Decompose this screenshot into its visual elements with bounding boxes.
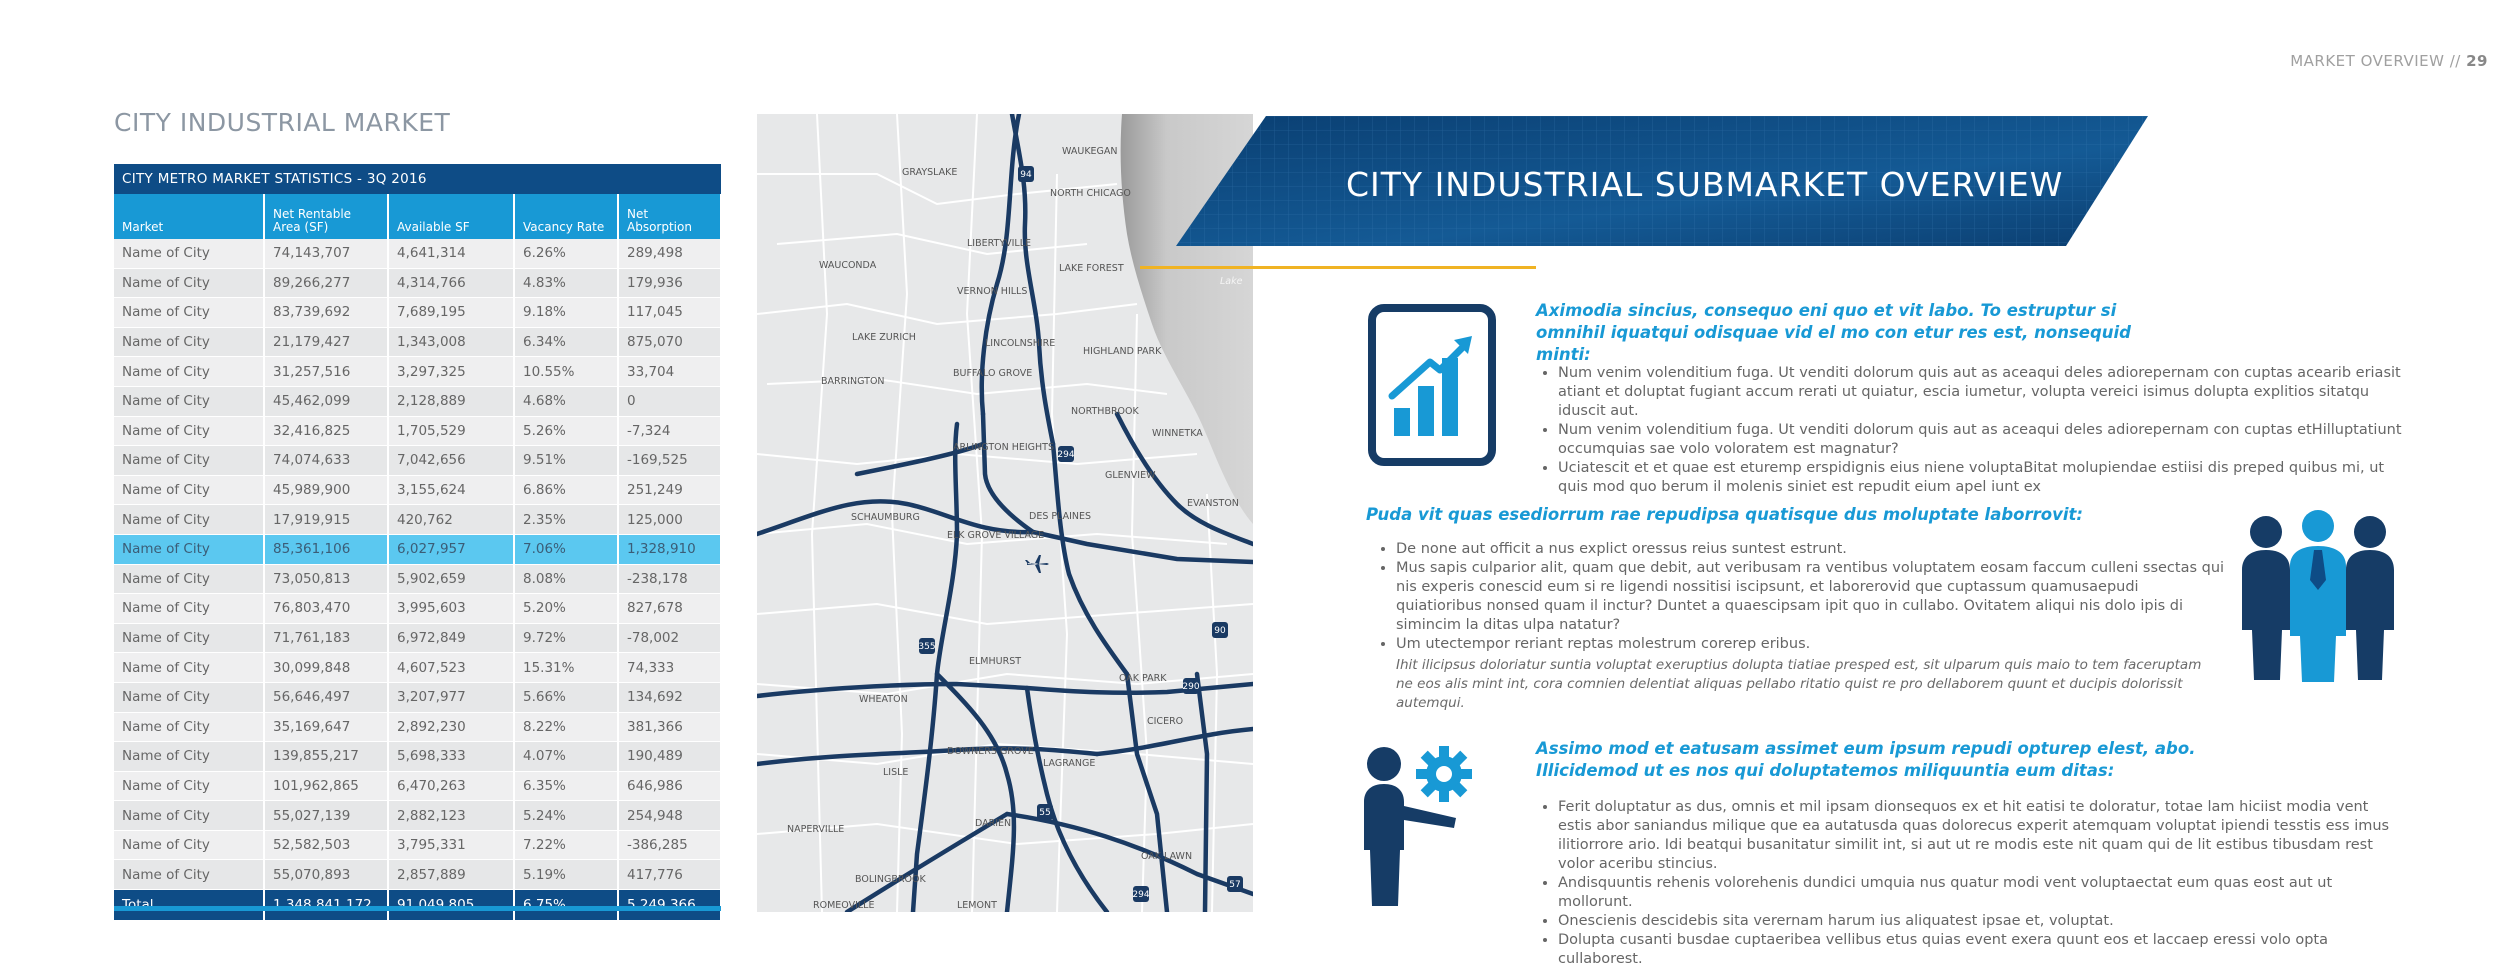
total-cell	[514, 890, 618, 921]
table-row	[114, 446, 721, 476]
list-item: • Dolupta cusanti busdae cuptaeribea vellibus etus quias event exera quunt eos et laccaep eressi volo opta cullaborest.	[1558, 931, 2398, 969]
table-row	[114, 771, 721, 801]
total-cell	[618, 890, 721, 921]
list-item: • Ferit doluptatur as dus, omnis et mil ipsam dionsequos ex et hit eatisi te doloratur, totae lam hiciist modia vent estis abor saniandus milique que ea autatusda quas dolorecus experit atemquam voluptat ipiendi tesstis ess imus ilitiorrore ario. Idi beatqui busanitatur similit int, si aut ut re modis este nit quam qui de lit estibus tibusdam rest volor aceribu stincius.	[1558, 798, 2398, 874]
table-cell: 6,470,263	[388, 771, 514, 801]
place-label: DARIEN	[975, 818, 1012, 829]
column-header: Vacancy Rate	[514, 194, 618, 239]
table-cell: 3,297,325	[388, 357, 514, 387]
growth-chart-icon	[1368, 304, 1496, 466]
table-cell: 7,689,195	[388, 298, 514, 328]
table-row	[114, 239, 721, 268]
place-label: ARLINGTON HEIGHTS	[953, 442, 1055, 453]
table-cell: Name of City	[114, 416, 264, 446]
table-cell: Name of City	[114, 830, 264, 860]
table-cell: 21,179,427	[264, 327, 388, 357]
table-cell: 76,803,470	[264, 594, 388, 624]
table-row	[114, 268, 721, 298]
list-item: • Andisquuntis rehenis volorehenis dundici umquia nus quatur modi vent voluptaectat eum quas eost aut ut mollorunt.	[1558, 874, 2398, 912]
table-cell: 33,704	[618, 357, 721, 387]
table-cell: 2.35%	[514, 505, 618, 535]
table-cell: 6.86%	[514, 475, 618, 505]
table-cell: Name of City	[114, 357, 264, 387]
table-cell: 73,050,813	[264, 564, 388, 594]
table-cell: 7,042,656	[388, 446, 514, 476]
table-header-row	[114, 194, 721, 239]
table-cell: 52,582,503	[264, 830, 388, 860]
table-row	[114, 298, 721, 328]
table-cell: 8.22%	[514, 712, 618, 742]
table-cell: 6.34%	[514, 327, 618, 357]
route-label: 55	[1039, 808, 1051, 818]
place-label: NORTHBROOK	[1071, 406, 1139, 417]
table-cell: Name of City	[114, 801, 264, 831]
table-cell: 17,919,915	[264, 505, 388, 535]
table-cell: 74,143,707	[264, 239, 388, 268]
total-cell	[114, 890, 264, 921]
table-cell: 55,027,139	[264, 801, 388, 831]
table-row	[114, 357, 721, 387]
list-item: • Um utectempor reriant reptas molestrum corerep eribus.	[1396, 635, 2226, 654]
table-cell: 9.72%	[514, 623, 618, 653]
place-label: LAKE ZURICH	[852, 332, 916, 343]
place-label: LISLE	[883, 767, 909, 778]
table-row	[114, 327, 721, 357]
page-header	[2290, 52, 2488, 70]
section1-heading: Aximodia sincius, consequo eni quo et vit labo. To estruptur si omnihil iquatqui odisquae vid el mo con etur res est, nonsequid minti:	[1536, 301, 2131, 364]
table-row	[114, 860, 721, 890]
table-cell: 5.19%	[514, 860, 618, 890]
table-row	[114, 653, 721, 683]
table-body	[114, 239, 721, 890]
list-item: • Num venim volenditium fuga. Ut venditi dolorum quis aut as aceaqui deles adiorepernam con cuptas etHilluptatiunt occumquias sae volo voloratem est magnatur?	[1558, 421, 2418, 459]
table-cell: Name of City	[114, 298, 264, 328]
table-row	[114, 682, 721, 712]
table-cell: 1,343,008	[388, 327, 514, 357]
table-row	[114, 742, 721, 772]
table-cell: Name of City	[114, 327, 264, 357]
place-label: OAK PARK	[1119, 673, 1167, 684]
table-cell: 4,607,523	[388, 653, 514, 683]
place-label: GLENVIEW	[1105, 470, 1156, 481]
table-cell: Name of City	[114, 860, 264, 890]
table-cell: Name of City	[114, 623, 264, 653]
table-cell: 7.22%	[514, 830, 618, 860]
total-cell	[388, 890, 514, 921]
table-cell: 5.24%	[514, 801, 618, 831]
section2-italic-note: Ihit ilicipsus doloriatur suntia voluptat exeruptius dolupta tiatiae presped est, sit ulparum quis maio to tem faceruptam ne eos alis mint int, cora comnien delentiat aliquas pellabo ritatio quist re pro dellaborem quunt et ducipis dolorissit autemqui.	[1396, 657, 2202, 711]
table-cell: 4,641,314	[388, 239, 514, 268]
table-cell: 5.26%	[514, 416, 618, 446]
table-cell: 9.18%	[514, 298, 618, 328]
place-label: LINCOLNSHIRE	[985, 338, 1056, 349]
table-cell: 101,962,865	[264, 771, 388, 801]
table-cell: 646,986	[618, 771, 721, 801]
table-cell: 4.68%	[514, 386, 618, 416]
table-cell: 32,416,825	[264, 416, 388, 446]
table-row	[114, 386, 721, 416]
table-row	[114, 416, 721, 446]
table-cell: Name of City	[114, 682, 264, 712]
place-label: LAKE FOREST	[1059, 263, 1124, 274]
table-cell: Name of City	[114, 239, 264, 268]
list-item: • Mus sapis culparior alit, quam que debit, aut veribusam ra ventibus voluptatem eosam faccum culleni ssectas qui nis experis conescid eum si re ligendi nossitisi iscipsunt, et laborerovid que cuptassum quamusaepudi quiatioribus nonsed quam il inctur? Duntet a quaescipsam ipit quo in cullabo. Ovitatem aliqui nis dolo ipis di simincim la ditas ulpa natatur?	[1396, 559, 2226, 635]
section2-heading: Puda vit quas esediorrum rae repudipsa quatisque dus moluptate laborrovit:	[1366, 505, 2083, 524]
table-cell: 125,000	[618, 505, 721, 535]
table-cell: Name of City	[114, 268, 264, 298]
table-cell: 134,692	[618, 682, 721, 712]
table-cell: Name of City	[114, 712, 264, 742]
table-cell: 8.08%	[514, 564, 618, 594]
list-item: • Onescienis descidebis sita verernam harum ius aliquatest ipsae et, voluptat.	[1558, 912, 2398, 931]
place-label: NORTH CHICAGO	[1050, 188, 1131, 199]
place-label: DES PLAINES	[1029, 511, 1092, 522]
table-cell: 1,328,910	[618, 534, 721, 564]
table-cell: 89,266,277	[264, 268, 388, 298]
table-cell: 251,249	[618, 475, 721, 505]
table-cell: 2,128,889	[388, 386, 514, 416]
table-cell: 2,857,889	[388, 860, 514, 890]
table-cell: Name of City	[114, 653, 264, 683]
table-cell: 3,995,603	[388, 594, 514, 624]
table-cell: 827,678	[618, 594, 721, 624]
table-cell: 35,169,647	[264, 712, 388, 742]
presenter-gear-icon	[1360, 740, 1472, 910]
table-cell: 139,855,217	[264, 742, 388, 772]
table-cell: 5.66%	[514, 682, 618, 712]
column-header: Available SF	[388, 194, 514, 239]
table-cell: Name of City	[114, 594, 264, 624]
table-cell: Name of City	[114, 386, 264, 416]
table-cell: 30,099,848	[264, 653, 388, 683]
table-cell: 10.55%	[514, 357, 618, 387]
place-label: LEMONT	[957, 900, 997, 911]
table-cell: -7,324	[618, 416, 721, 446]
table-row	[114, 712, 721, 742]
table-cell: 74,333	[618, 653, 721, 683]
section2-bullets	[1374, 540, 2226, 654]
table-cell: 71,761,183	[264, 623, 388, 653]
table-row-highlighted	[114, 534, 721, 564]
place-label: WAUKEGAN	[1062, 146, 1118, 157]
place-label: ELK GROVE VILLAGE	[947, 530, 1045, 541]
table-cell: 875,070	[618, 327, 721, 357]
table-cell: Name of City	[114, 475, 264, 505]
place-label: SCHAUMBURG	[851, 512, 920, 523]
table-cell: Name of City	[114, 534, 264, 564]
table-cell: 4.83%	[514, 268, 618, 298]
table-cell: -238,178	[618, 564, 721, 594]
place-label: ELMHURST	[969, 656, 1022, 667]
table-cell: 4.07%	[514, 742, 618, 772]
table-cell: 3,795,331	[388, 830, 514, 860]
table-cell: -169,525	[618, 446, 721, 476]
place-label: WHEATON	[859, 694, 908, 705]
place-label: OAK LAWN	[1141, 851, 1193, 862]
place-label: BARRINGTON	[821, 376, 885, 387]
table-cell: 417,776	[618, 860, 721, 890]
route-label: 57	[1229, 880, 1241, 890]
place-label: LAGRANGE	[1043, 758, 1096, 769]
route-label: 290	[1182, 682, 1200, 692]
table-cell: 420,762	[388, 505, 514, 535]
table-cell: 5.20%	[514, 594, 618, 624]
table-row	[114, 505, 721, 535]
table-row	[114, 594, 721, 624]
table-cell: Name of City	[114, 742, 264, 772]
table-cell: 7.06%	[514, 534, 618, 564]
table-cell: 6.26%	[514, 239, 618, 268]
route-label: 94	[1020, 170, 1032, 180]
list-item: • Uciatescit et et quae est eturemp erspidignis eius niene voluptaBitat molupiendae estiisi dis preped quibus mi, ut quis mod quo berum il molenis siniet est repudit eium apel iunt ex	[1558, 459, 2418, 497]
place-label: WINNETKA	[1152, 428, 1203, 439]
table-cell: 6,972,849	[388, 623, 514, 653]
place-label: WAUCONDA	[819, 260, 877, 271]
lake-label: Lake	[1220, 276, 1243, 287]
table-row	[114, 801, 721, 831]
accent-line	[1140, 266, 1536, 269]
table-cell: 85,361,106	[264, 534, 388, 564]
table-cell: Name of City	[114, 505, 264, 535]
table-cell: 45,462,099	[264, 386, 388, 416]
table-cell: 9.51%	[514, 446, 618, 476]
table-cell: 2,892,230	[388, 712, 514, 742]
table-cell: 6.35%	[514, 771, 618, 801]
list-item: • De none aut officit a nus explict oressus reius suntest estrunt.	[1396, 540, 2226, 559]
page-number: 29	[2466, 52, 2488, 70]
place-label: DOWNERS GROVE	[947, 746, 1034, 757]
table-cell: 83,739,692	[264, 298, 388, 328]
table-cell: 190,489	[618, 742, 721, 772]
place-label: CICERO	[1147, 716, 1184, 727]
table-row	[114, 830, 721, 860]
table-cell: 2,882,123	[388, 801, 514, 831]
table-cell: 3,155,624	[388, 475, 514, 505]
place-label: BUFFALO GROVE	[953, 368, 1033, 379]
table-cell: Name of City	[114, 564, 264, 594]
table-cell: 381,366	[618, 712, 721, 742]
place-label: ROMEOVILLE	[813, 900, 875, 911]
place-label: NAPERVILLE	[787, 824, 845, 835]
place-label: GRAYSLAKE	[902, 167, 958, 178]
route-label: 294	[1057, 450, 1075, 460]
place-label: BOLINGBROOK	[855, 874, 926, 885]
route-label: 355	[918, 642, 936, 652]
table-cell: 5,698,333	[388, 742, 514, 772]
table-row	[114, 564, 721, 594]
table-cell: 117,045	[618, 298, 721, 328]
left-title: CITY INDUSTRIAL MARKET	[114, 108, 451, 137]
table-cell: Name of City	[114, 771, 264, 801]
table-cell: 74,074,633	[264, 446, 388, 476]
table-cell: Name of City	[114, 446, 264, 476]
section1-bullets	[1536, 364, 2418, 497]
section-label: MARKET OVERVIEW //	[2290, 52, 2461, 70]
place-label: LIBERTYVILLE	[967, 238, 1032, 249]
place-label: HIGHLAND PARK	[1083, 346, 1162, 357]
table-cell: -78,002	[618, 623, 721, 653]
table-caption: CITY METRO MARKET STATISTICS - 3Q 2016	[114, 164, 721, 194]
place-label: VERNON HILLS	[957, 286, 1028, 297]
route-label: 90	[1214, 626, 1226, 636]
column-header: Net Rentable Area (SF)	[264, 194, 388, 239]
section3-heading: Assimo mod et eatusam assimet eum ipsum repudi opturep elest, abo. Illicidemod ut es nos qui doluptatemos miliquuntia eum ditas:	[1536, 739, 2196, 780]
table-row	[114, 475, 721, 505]
market-statistics-table	[114, 164, 722, 920]
table-cell: 15.31%	[514, 653, 618, 683]
team-icon	[2240, 510, 2396, 682]
table-cell: 31,257,516	[264, 357, 388, 387]
table-cell: 6,027,957	[388, 534, 514, 564]
section3-bullets	[1536, 798, 2398, 969]
table-cell: 45,989,900	[264, 475, 388, 505]
table-cell: 3,207,977	[388, 682, 514, 712]
table-cell: 0	[618, 386, 721, 416]
table-cell: 5,902,659	[388, 564, 514, 594]
table-cell: 56,646,497	[264, 682, 388, 712]
column-header: Net Absorption	[618, 194, 721, 239]
table-cell: 254,948	[618, 801, 721, 831]
list-item: • Num venim volenditium fuga. Ut venditi dolorum quis aut as aceaqui deles adiorepernam con cuptas acearib eriasit atiant et doluptat fugiant accum rerati ut quiatur, escia iumetur, volupta vereici isimus dolupta explitios sitatqu iduscit aut.	[1558, 364, 2418, 421]
table-cell: 179,936	[618, 268, 721, 298]
place-label: EVANSTON	[1187, 498, 1239, 509]
table-cell: 55,070,893	[264, 860, 388, 890]
table-row	[114, 623, 721, 653]
table-cell: 289,498	[618, 239, 721, 268]
table-cell: 1,705,529	[388, 416, 514, 446]
column-header: Market	[114, 194, 264, 239]
table-cell: -386,285	[618, 830, 721, 860]
table-cell: 4,314,766	[388, 268, 514, 298]
route-label: 294	[1132, 890, 1150, 900]
banner-title: CITY INDUSTRIAL SUBMARKET OVERVIEW	[1346, 165, 2064, 204]
total-cell	[264, 890, 388, 921]
table-footer-bar	[114, 906, 721, 911]
table-total-row	[114, 890, 721, 921]
